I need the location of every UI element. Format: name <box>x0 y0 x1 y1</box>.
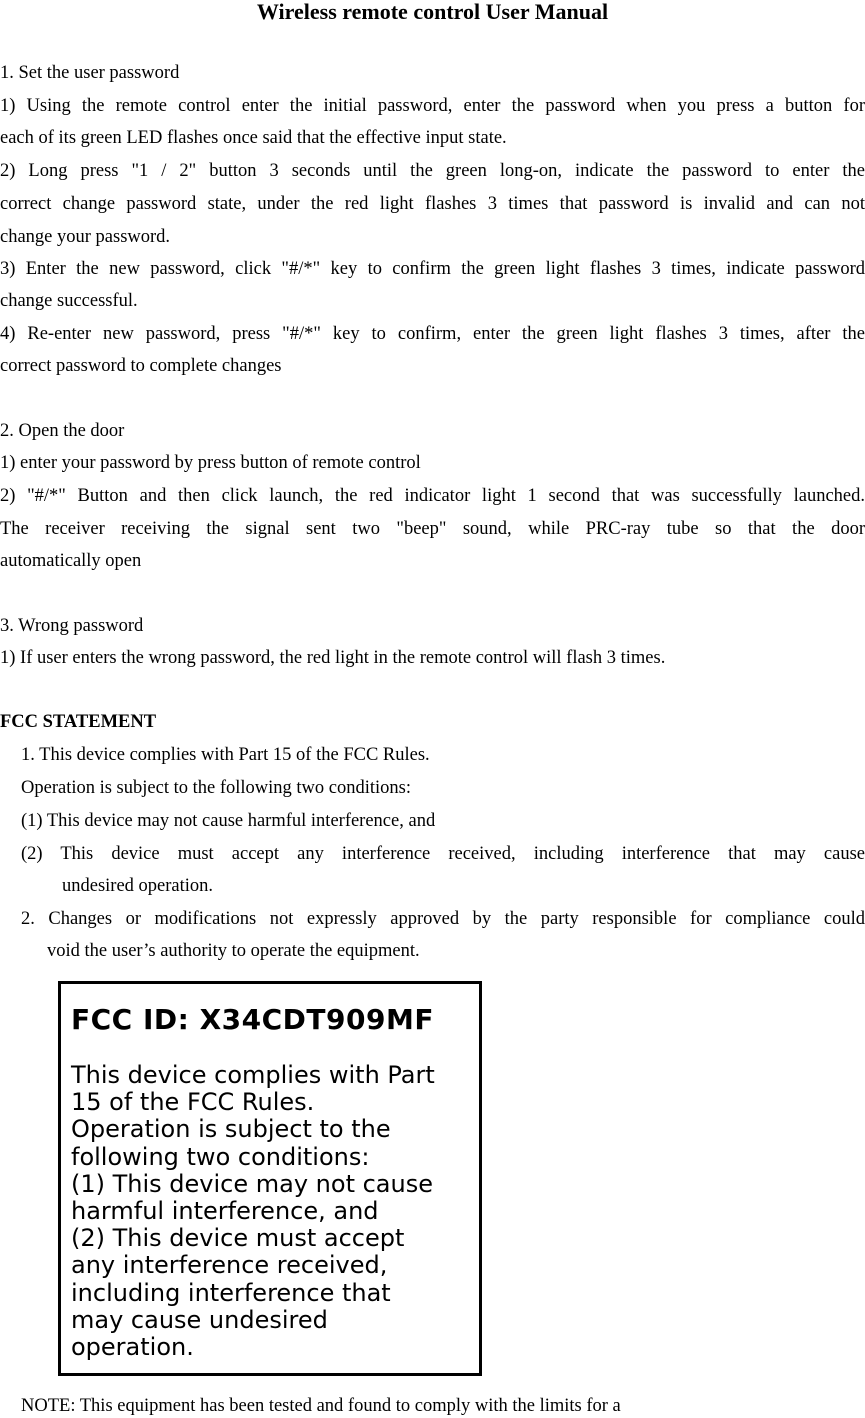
label-line: Operation is subject to the <box>71 1115 391 1144</box>
section3-step1: 1) If user enters the wrong password, the red light in the remote control will flash 3 times. <box>0 648 666 668</box>
fcc-operation: Operation is subject to the following two conditions: <box>21 778 411 798</box>
fcc-heading: FCC STATEMENT <box>0 712 157 732</box>
label-line: This device complies with Part <box>71 1061 435 1089</box>
fcc-condition2-line2: undesired operation. <box>62 876 214 896</box>
label-line: following two conditions: <box>71 1142 370 1171</box>
section1-step3-line2: change successful. <box>0 291 138 311</box>
fcc-condition2-line1: (2) This device must accept any interference received, including interference that may cause <box>21 844 865 864</box>
label-line: (2) This device must accept <box>71 1224 405 1253</box>
section1-step4-line2: correct password to complete changes <box>0 356 282 376</box>
section2-step1: 1) enter your password by press button of remote control <box>0 453 421 473</box>
fcc-id-text: FCC ID: X34CDT909MF <box>71 1003 434 1036</box>
label-line: including interference that <box>71 1278 391 1307</box>
label-line: 15 of the FCC Rules. <box>71 1088 315 1117</box>
label-line: harmful interference, and <box>71 1197 379 1226</box>
fcc-label-image <box>58 981 482 1376</box>
label-line: operation. <box>71 1333 194 1362</box>
label-line: (1) This device may not cause <box>71 1169 433 1198</box>
label-line: any interference received, <box>71 1251 388 1280</box>
fcc-condition1: (1) This device may not cause harmful interference, and <box>21 811 436 831</box>
section2-step2-line1: 2) "#/*" Button and then click launch, the red indicator light 1 second that was successfully launched. <box>0 486 865 506</box>
fcc-item2-line2: void the user’s authority to operate the equipment. <box>47 941 420 961</box>
fcc-label-statement <box>71 1062 475 1361</box>
fcc-item1: 1. This device complies with Part 15 of the FCC Rules. <box>21 745 430 765</box>
note-text: NOTE: This equipment has been tested and found to comply with the limits for a <box>21 1396 621 1416</box>
section2-step2-line2: The receiver receiving the signal sent two "beep" sound, while PRC-ray tube so that the door <box>0 519 865 539</box>
section1-step1-line2: each of its green LED flashes once said that the effective input state. <box>0 128 507 148</box>
fcc-item2-line1: 2. Changes or modifications not expressly approved by the party responsible for compliance could <box>21 909 865 929</box>
document-title: Wireless remote control User Manual <box>256 0 609 24</box>
section3-heading: 3. Wrong password <box>0 616 144 636</box>
section1-step3-line1: 3) Enter the new password, click "#/*" key to confirm the green light flashes 3 times, indicate password <box>0 259 865 279</box>
section2-step2-line3: automatically open <box>0 551 142 571</box>
section1-step2-line3: change your password. <box>0 227 171 247</box>
label-line: may cause undesired <box>71 1305 328 1334</box>
section2-heading: 2. Open the door <box>0 421 125 441</box>
section1-step4-line1: 4) Re-enter new password, press "#/*" key to confirm, enter the green light flashes 3 times, after the <box>0 324 865 344</box>
section1-step2-line2: correct change password state, under the red light flashes 3 times that password is invalid and can not <box>0 194 865 214</box>
section1-step2-line1: 2) Long press "1 / 2" button 3 seconds until the green long-on, indicate the password to enter the <box>0 161 865 181</box>
section1-heading: 1. Set the user password <box>0 63 180 83</box>
section1-step1-line1: 1) Using the remote control enter the initial password, enter the password when you press a button for <box>0 96 865 116</box>
